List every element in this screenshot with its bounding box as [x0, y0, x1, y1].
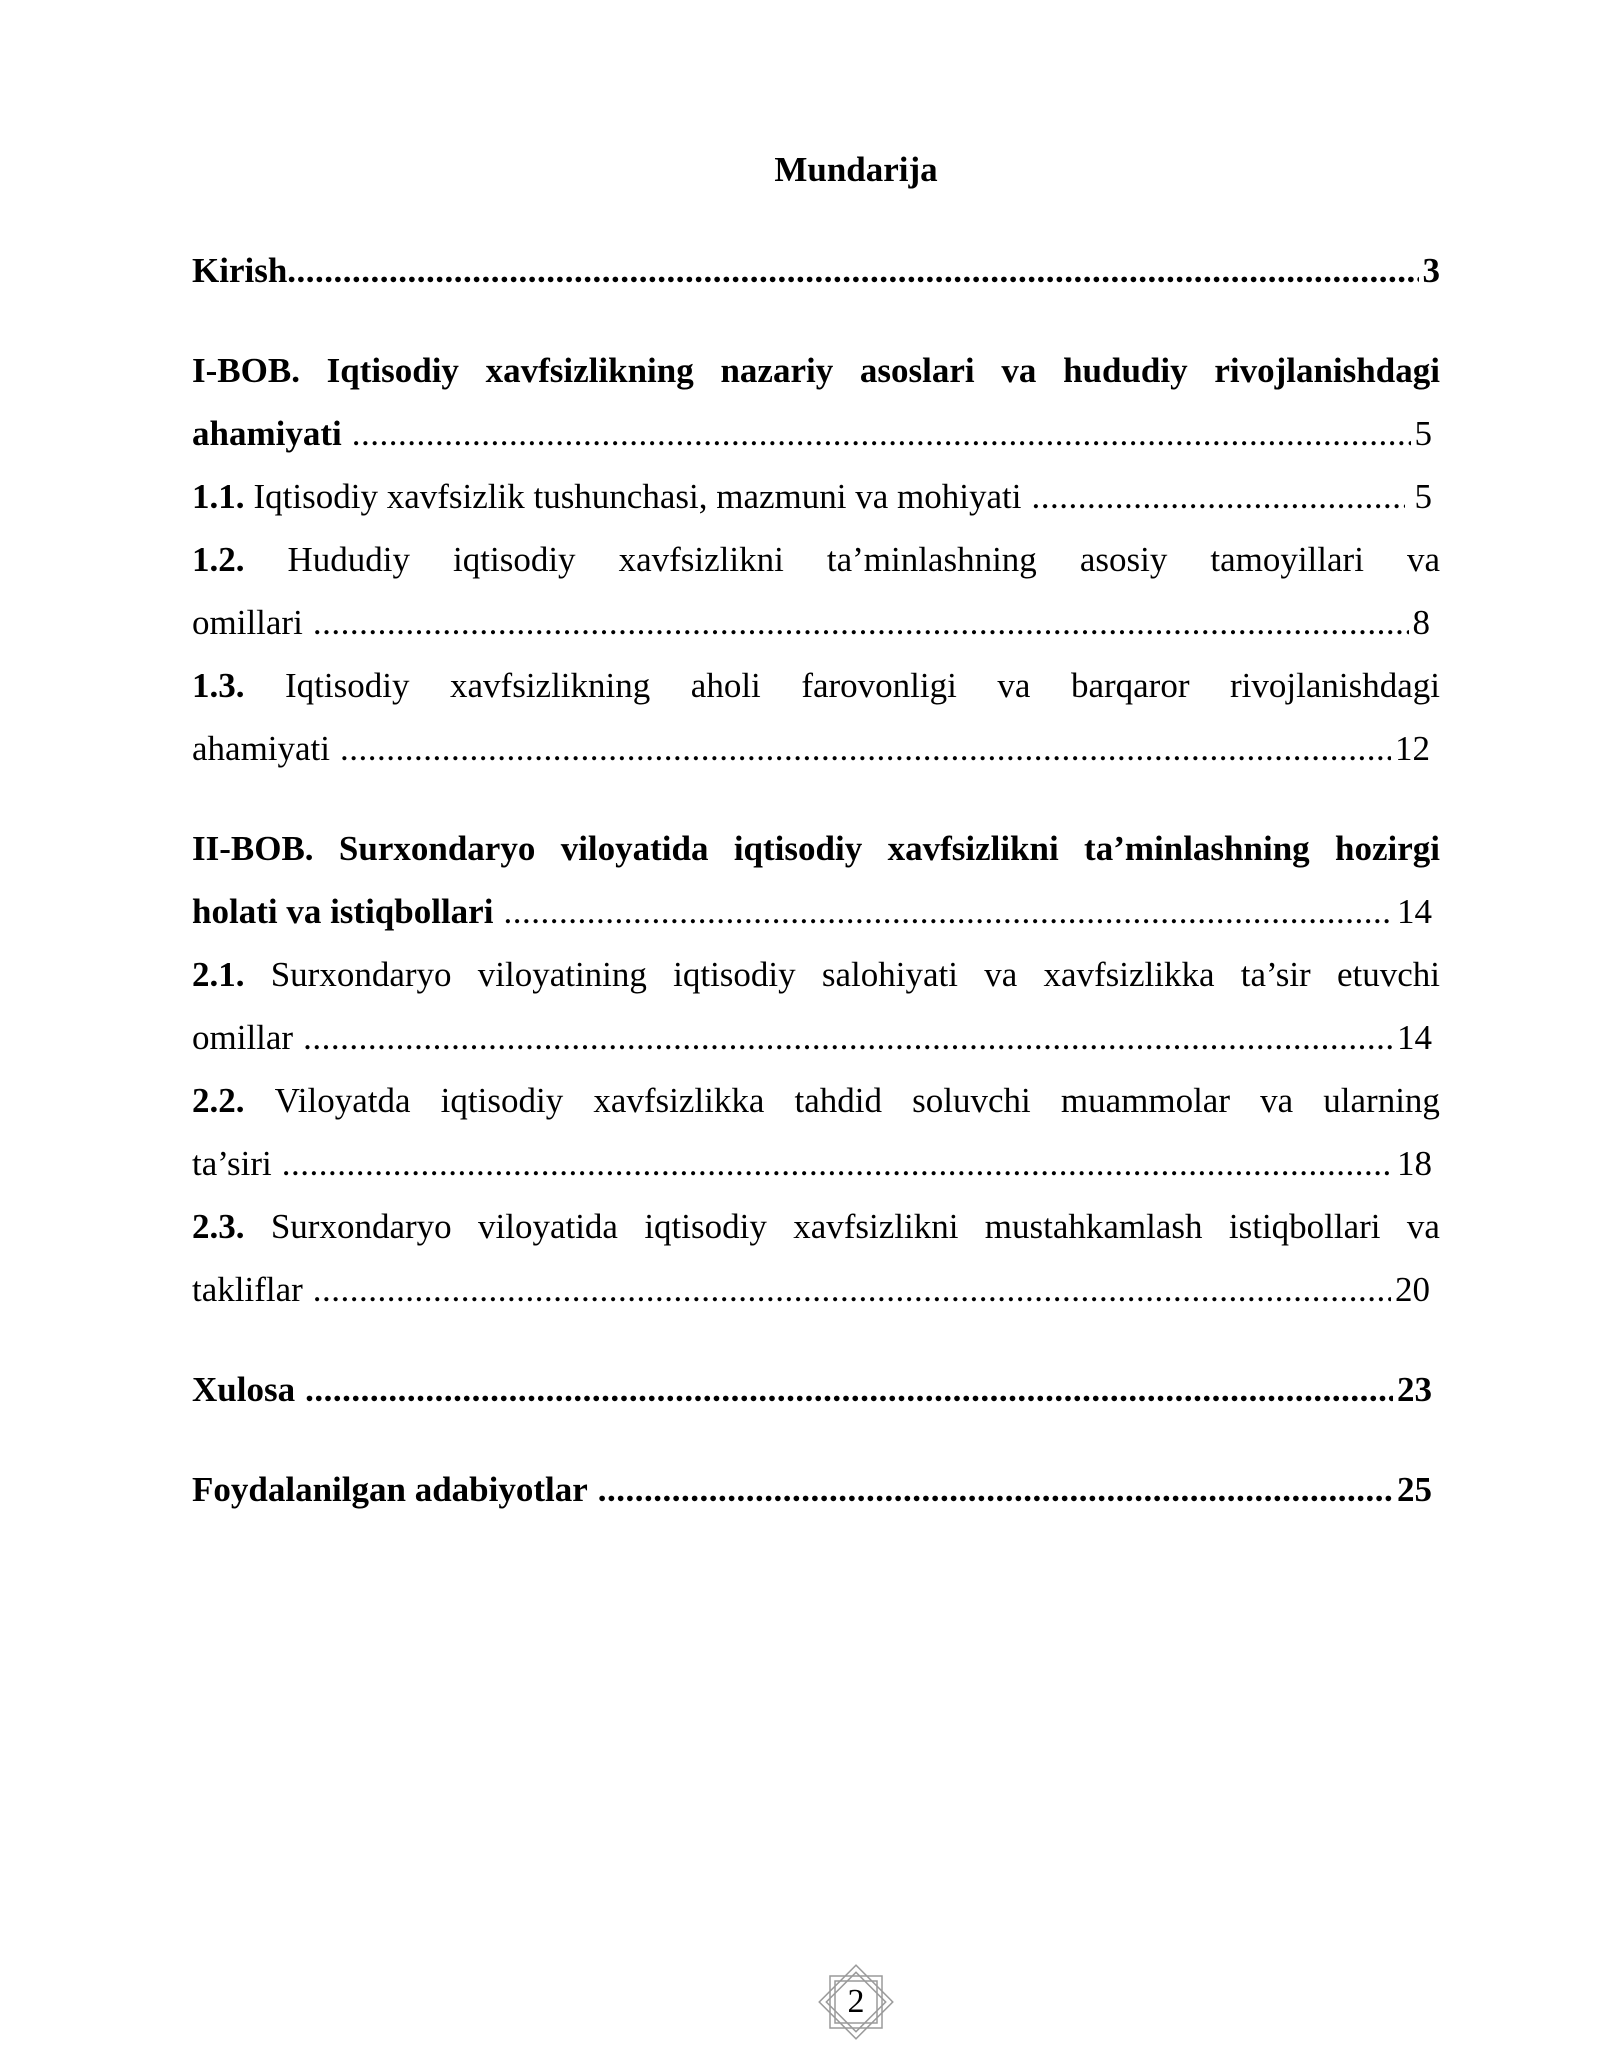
toc-section-number: 1.3.	[192, 666, 245, 705]
toc-page-number: 18	[1397, 1144, 1432, 1183]
word: tamoyillari	[1210, 540, 1364, 579]
word: viloyatida	[560, 829, 709, 868]
toc-entry-line	[192, 943, 1440, 1006]
toc-page-number: 14	[1397, 1018, 1432, 1057]
word: tahdid	[794, 1081, 882, 1120]
word: I-BOB.	[192, 351, 300, 390]
toc-page-number: 12	[1395, 729, 1430, 768]
toc-entry-line	[192, 339, 1440, 402]
word: xavfsizlikni	[618, 540, 784, 579]
word: mustahkamlash	[984, 1207, 1203, 1246]
toc-page-number: 5	[1414, 477, 1432, 516]
word: Surxondaryo	[270, 1207, 452, 1246]
word: iqtisodiy	[733, 829, 863, 868]
word: iqtisodiy	[453, 540, 576, 579]
dot-leader	[340, 717, 1391, 780]
toc-entry-line	[192, 817, 1440, 880]
word: istiqbollari	[1228, 1207, 1381, 1246]
dot-leader	[1031, 465, 1404, 528]
word: Surxondaryo	[270, 955, 452, 994]
word: xavfsizlikning	[450, 666, 651, 705]
word: hududiy	[1063, 351, 1188, 390]
toc-page-number: 3	[1422, 251, 1440, 290]
toc-page-number: 14	[1397, 892, 1432, 931]
toc-entry-line	[192, 654, 1440, 717]
toc-section-number: 1.2.	[192, 540, 245, 579]
toc-entry-section-2-1[interactable]	[192, 943, 1440, 1069]
toc-page-number: 23	[1397, 1370, 1432, 1409]
word: asoslari	[859, 351, 975, 390]
word: va	[1260, 1081, 1294, 1120]
toc-entry-line	[192, 1069, 1440, 1132]
dot-leader	[287, 239, 1418, 302]
toc-entry-label: omillar	[192, 1018, 294, 1057]
word: ta’sir	[1240, 955, 1311, 994]
word: Surxondaryo	[338, 829, 536, 868]
dot-leader	[282, 1132, 1393, 1195]
word: va	[997, 666, 1031, 705]
word: barqaror	[1070, 666, 1190, 705]
word: va	[1406, 540, 1440, 579]
toc-page-number: 8	[1412, 603, 1430, 642]
word: salohiyati	[821, 955, 958, 994]
toc-entry-section-1-1[interactable]	[192, 465, 1440, 528]
word: xavfsizlikni	[793, 1207, 959, 1246]
word: xavfsizlikka	[593, 1081, 765, 1120]
toc-section-number: 2.2.	[192, 1081, 245, 1120]
dot-leader	[598, 1458, 1393, 1521]
dot-leader	[503, 880, 1393, 943]
toc-entry-section-1-3[interactable]	[192, 654, 1440, 780]
word: Iqtisodiy	[326, 351, 459, 390]
toc-entry-xulosa[interactable]	[192, 1358, 1440, 1421]
toc-section-number: 1.1.	[192, 477, 245, 516]
toc-entry-label: Foydalanilgan adabiyotlar	[192, 1470, 588, 1509]
word: soluvchi	[912, 1081, 1031, 1120]
dot-leader	[352, 402, 1411, 465]
page-number: 2	[847, 1983, 865, 2020]
toc-entry-section-2-3[interactable]	[192, 1195, 1440, 1321]
word: Iqtisodiy	[285, 666, 410, 705]
word: ta’minlashning	[826, 540, 1037, 579]
word: etuvchi	[1336, 955, 1440, 994]
word: asosiy	[1079, 540, 1168, 579]
word: hozirgi	[1335, 829, 1440, 868]
toc-entry-chapter-2[interactable]	[192, 817, 1440, 943]
page-number-badge	[818, 1964, 894, 2040]
word: ularning	[1323, 1081, 1440, 1120]
word: viloyatining	[477, 955, 647, 994]
toc-entry-line	[192, 1195, 1440, 1258]
toc-page-number: 5	[1414, 414, 1432, 453]
word: muammolar	[1060, 1081, 1230, 1120]
toc-entry-label: Kirish	[192, 251, 288, 290]
toc-entry-label: holati va istiqbollari	[192, 892, 494, 931]
toc-page-number: 25	[1397, 1470, 1432, 1509]
word: nazariy	[720, 351, 834, 390]
dot-leader	[305, 1358, 1393, 1421]
toc-title: Mundarija	[774, 150, 938, 189]
toc-entry-label: takliflar	[192, 1270, 303, 1309]
word: va	[1406, 1207, 1440, 1246]
word: rivojlanishdagi	[1214, 351, 1440, 390]
word: xavfsizlikni	[887, 829, 1059, 868]
toc-entry-label: ahamiyati	[192, 729, 331, 768]
toc-entry-label: ta’siri	[192, 1144, 272, 1183]
word: aholi	[690, 666, 761, 705]
toc-section-number: 2.3.	[192, 1207, 245, 1246]
toc-entry-label: ahamiyati	[192, 414, 342, 453]
word: va	[984, 955, 1018, 994]
toc-section-number: 2.1.	[192, 955, 245, 994]
dot-leader	[313, 1258, 1391, 1321]
toc-entry-label: omillari	[192, 603, 303, 642]
word: va	[1001, 351, 1037, 390]
toc-entry-section-1-2[interactable]	[192, 528, 1440, 654]
word: rivojlanishdagi	[1230, 666, 1440, 705]
word: ta’minlashning	[1084, 829, 1310, 868]
toc-entry-line	[192, 528, 1440, 591]
toc-page-number: 20	[1395, 1270, 1430, 1309]
word: xavfsizlikka	[1043, 955, 1215, 994]
toc-entry-kirish[interactable]	[192, 239, 1440, 302]
word: xavfsizlikning	[485, 351, 694, 390]
toc-entry-adabiyotlar[interactable]	[192, 1458, 1440, 1521]
word: farovonligi	[801, 666, 957, 705]
toc-entry-label: Xulosa	[192, 1370, 296, 1409]
word: Hududiy	[287, 540, 411, 579]
word: iqtisodiy	[440, 1081, 564, 1120]
word: II-BOB.	[192, 829, 314, 868]
word: viloyatida	[478, 1207, 618, 1246]
toc-entry-chapter-1[interactable]	[192, 339, 1440, 465]
word: iqtisodiy	[673, 955, 796, 994]
dot-leader	[303, 1006, 1393, 1069]
dot-leader	[313, 591, 1409, 654]
word: iqtisodiy	[644, 1207, 767, 1246]
toc-entry-section-2-2[interactable]	[192, 1069, 1440, 1195]
word: Viloyatda	[274, 1081, 411, 1120]
toc-entry-label: Iqtisodiy xavfsizlik tushunchasi, mazmuni va mohiyati	[253, 477, 1022, 516]
